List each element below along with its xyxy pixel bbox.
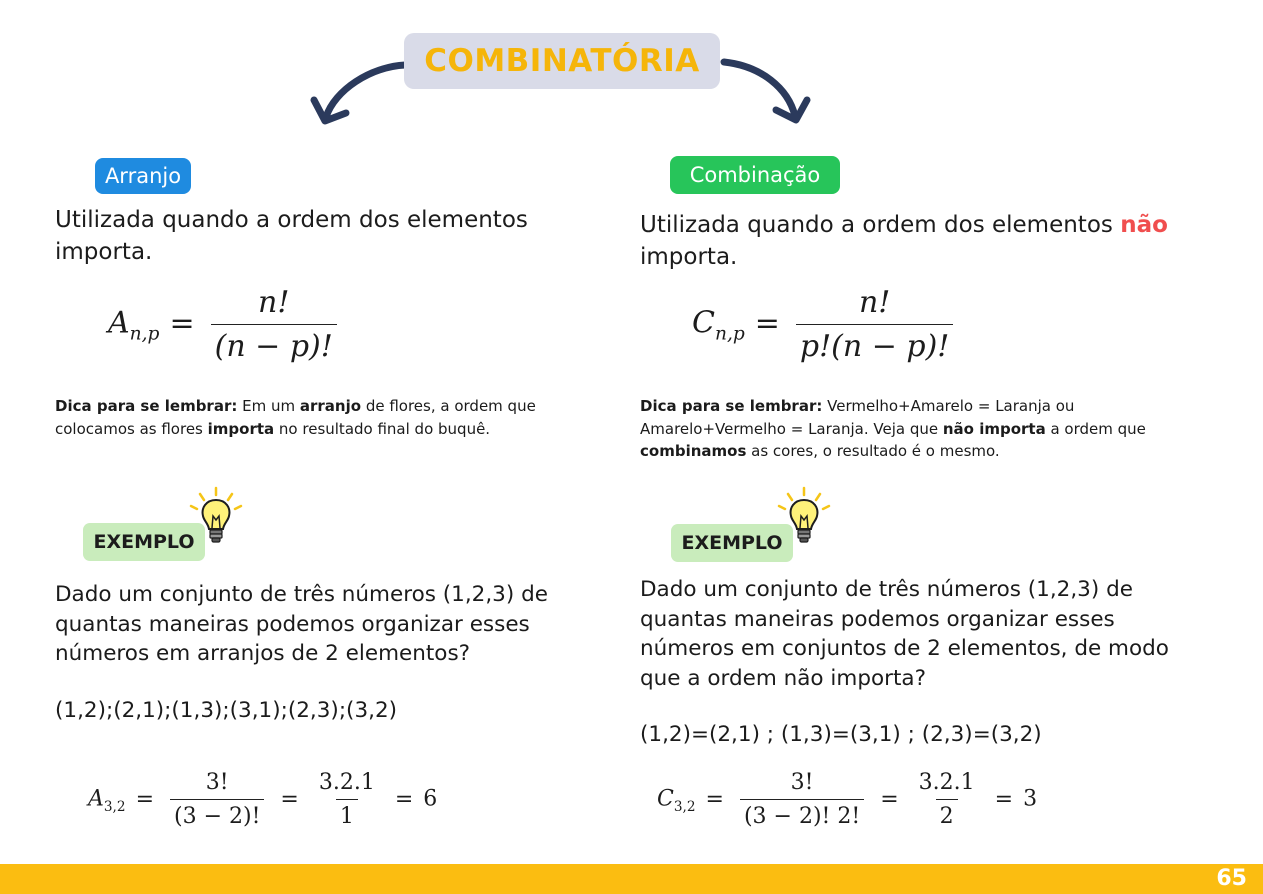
tip-label: Dica para se lembrar: bbox=[55, 397, 238, 415]
formula-symbol: C bbox=[657, 786, 674, 812]
equals-sign: = bbox=[135, 786, 154, 812]
formula-subscript: 3,2 bbox=[673, 798, 696, 815]
right-arrow-icon bbox=[716, 52, 816, 130]
combinacao-tip bbox=[640, 395, 1180, 463]
denominator: p!(n − p)! bbox=[796, 324, 953, 364]
fraction bbox=[740, 770, 864, 829]
equals-sign: = bbox=[705, 786, 724, 812]
tip-emphasis: importa bbox=[207, 419, 275, 438]
numerator: 3.2.1 bbox=[318, 770, 375, 795]
combinacao-question: Dado um conjunto de três números (1,2,3) de quantas maneiras podemos organizar esses números em conjuntos de 2 elementos, de modo que a ordem não importa? bbox=[640, 577, 1169, 691]
equals-sign: = bbox=[994, 786, 1014, 812]
equals-sign: = bbox=[754, 305, 780, 341]
definition-text: importa. bbox=[640, 244, 738, 270]
tip-emphasis: combinamos bbox=[640, 442, 747, 460]
lightbulb-icon bbox=[186, 486, 246, 548]
formula-subscript: 3,2 bbox=[103, 798, 126, 815]
footer-bar bbox=[0, 864, 1263, 894]
fraction bbox=[211, 285, 337, 364]
formula-subscript: n,p bbox=[129, 323, 160, 345]
example-badge: EXEMPLO bbox=[83, 523, 205, 561]
tip-text: no resultado final do buquê. bbox=[274, 419, 491, 438]
arranjo-question: Dado um conjunto de três números (1,2,3) de quantas maneiras podemos organizar esses números em arranjos de 2 elementos? bbox=[55, 582, 548, 666]
tip-label: Dica para se lembrar: bbox=[640, 397, 823, 415]
tip-text: de flores, a ordem que colocamos as flores bbox=[55, 397, 536, 438]
arranjo-pairs: (1,2);(2,1);(1,3);(3,1);(2,3);(3,2) bbox=[55, 698, 398, 723]
fraction bbox=[915, 770, 979, 829]
equals-sign: = bbox=[280, 786, 299, 812]
example-badge: EXEMPLO bbox=[671, 524, 793, 562]
lightbulb-icon bbox=[774, 486, 834, 548]
page-title: COMBINATÓRIA bbox=[424, 43, 700, 79]
left-arrow-icon bbox=[300, 55, 415, 130]
title-banner bbox=[404, 33, 720, 89]
numerator: 3! bbox=[790, 770, 814, 795]
denominator: 2 bbox=[936, 799, 958, 829]
numerator: 3.2.1 bbox=[918, 770, 975, 795]
combinacao-definition bbox=[640, 209, 1180, 273]
combinacao-example-formula bbox=[657, 770, 1037, 829]
fraction bbox=[796, 285, 953, 364]
definition-text: Utilizada quando a ordem dos elementos bbox=[640, 212, 1121, 238]
denominator: 1 bbox=[336, 799, 358, 829]
combinacao-badge: Combinação bbox=[670, 156, 840, 194]
fraction bbox=[315, 770, 379, 829]
numerator: n! bbox=[858, 285, 891, 320]
arranjo-example-formula bbox=[88, 770, 437, 829]
denominator: (3 − 2)! bbox=[170, 799, 264, 829]
fraction bbox=[170, 770, 264, 829]
definition-emphasis: não bbox=[1120, 212, 1168, 238]
equals-sign: = bbox=[880, 786, 899, 812]
tip-text: Em um bbox=[237, 397, 300, 415]
tip-text: a ordem que bbox=[1045, 419, 1146, 438]
arranjo-tip bbox=[55, 395, 575, 440]
denominator: (3 − 2)! 2! bbox=[740, 799, 864, 829]
tip-text: as cores, o resultado é o mesmo. bbox=[746, 442, 1000, 460]
arranjo-formula bbox=[108, 285, 343, 364]
combinacao-formula bbox=[692, 285, 959, 364]
formula-symbol: A bbox=[108, 305, 130, 341]
numerator: 3! bbox=[205, 770, 229, 795]
equals-sign: = bbox=[394, 786, 414, 812]
formula-symbol: A bbox=[88, 786, 104, 812]
numerator: n! bbox=[258, 285, 290, 320]
formula-symbol: C bbox=[692, 305, 715, 341]
equals-sign: = bbox=[169, 305, 195, 341]
formula-subscript: n,p bbox=[714, 323, 745, 345]
page-number: 65 bbox=[1216, 866, 1247, 891]
arranjo-badge: Arranjo bbox=[95, 158, 191, 194]
denominator: (n − p)! bbox=[211, 324, 337, 364]
tip-emphasis: não importa bbox=[942, 419, 1046, 438]
combinacao-pairs: (1,2)=(2,1) ; (1,3)=(3,1) ; (2,3)=(3,2) bbox=[640, 722, 1042, 747]
formula-result: 3 bbox=[1023, 786, 1038, 812]
tip-text: Vermelho+Amarelo = Laranja ou Amarelo+Vermelho = Laranja. Veja que bbox=[640, 397, 1075, 438]
arranjo-definition: Utilizada quando a ordem dos elementos importa. bbox=[55, 207, 528, 265]
formula-result: 6 bbox=[423, 786, 438, 812]
tip-emphasis: arranjo bbox=[299, 397, 362, 415]
